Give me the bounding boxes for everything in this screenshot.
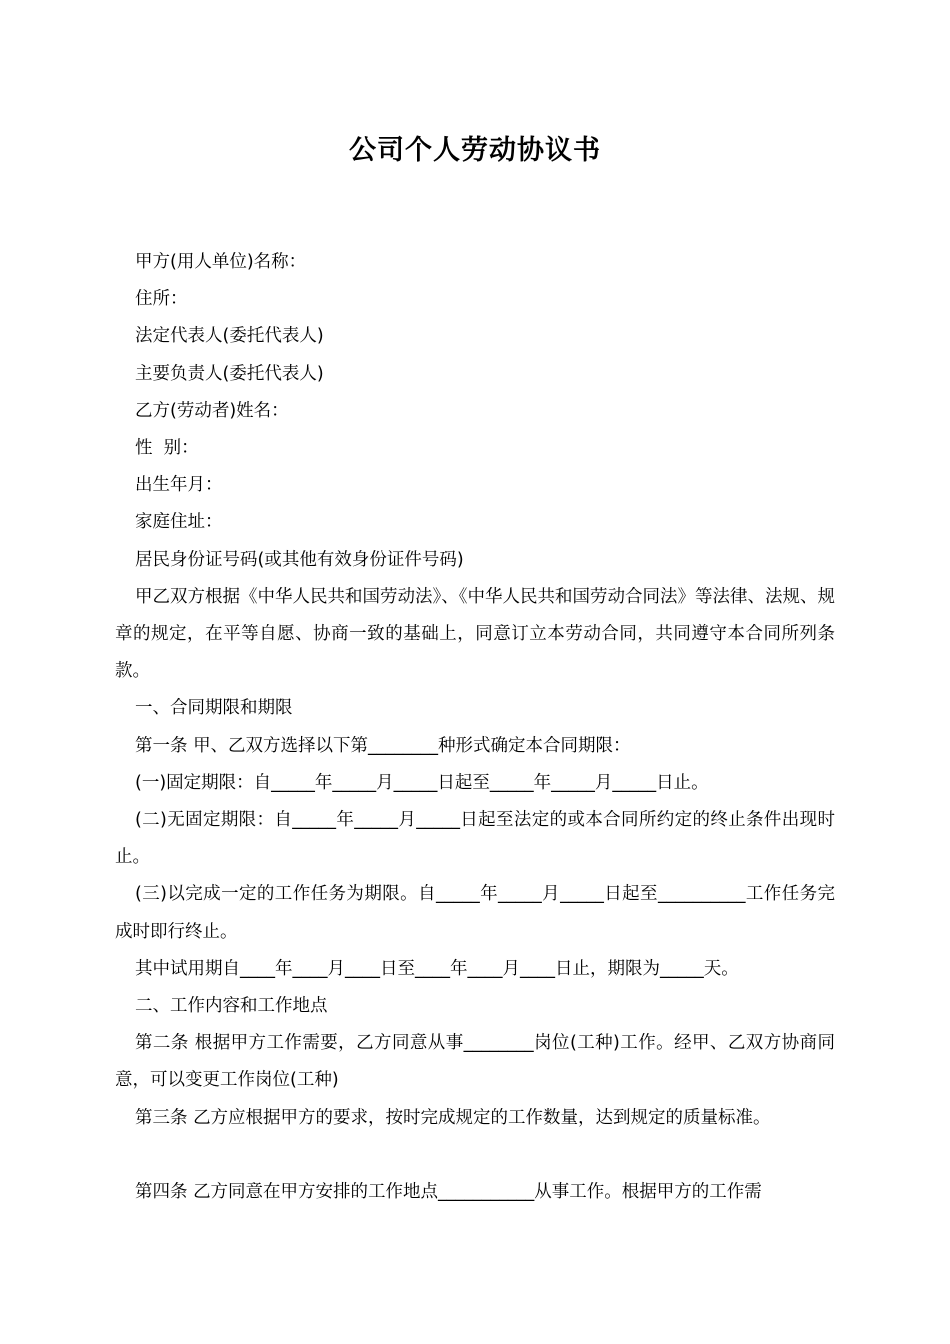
article-2: 第二条 根据甲方工作需要，乙方同意从事________岗位(工种)工作。经甲、乙双方协商同意，可以变更工作岗位(工种) [115,1033,835,1091]
option-open-term: (二)无固定期限：自_____年_____月_____日起至法定的或本合同所约定的终止条件出现时止。 [115,810,835,868]
article-3: 第三条 乙方应根据甲方的要求，按时完成规定的工作数量，达到规定的质量标准。 [135,1107,771,1128]
legal-representative-line: 法定代表人(委托代表人) [135,326,324,347]
home-address-line: 家庭住址： [135,512,223,533]
article-1: 第一条 甲、乙双方选择以下第________种形式确定本合同期限： [135,735,631,756]
party-a-name-line: 甲方(用人单位)名称： [135,252,307,272]
article-4: 第四条 乙方同意在甲方安排的工作地点___________从事工作。根据甲方的工作需 [135,1181,762,1202]
paragraph-gap [115,1137,835,1174]
party-a-address-line: 住所： [135,289,188,310]
document-title: 公司个人劳动协议书 [349,135,601,166]
document-body [115,244,835,1211]
id-number-line: 居民身份证号码(或其他有效身份证件号码) [135,549,464,570]
principal-line: 主要负责人(委托代表人) [135,363,324,384]
section-heading-term: 一、合同期限和期限 [135,698,293,719]
party-b-name-line: 乙方(劳动者)姓名： [135,400,289,421]
gender-line: 性 别： [135,438,199,459]
birth-date-line: 出生年月： [135,475,223,496]
preamble-paragraph: 甲乙双方根据《中华人民共和国劳动法》、《中华人民共和国劳动合同法》等法律、法规、规章的规定，在平等自愿、协商一致的基础上，同意订立本劳动合同，共同遵守本合同所列条款。 [115,586,835,682]
option-fixed-term: (一)固定期限：自_____年_____月_____日起至_____年_____月_____日止。 [135,772,709,793]
option-task-term: (三)以完成一定的工作任务为期限。自_____年_____月_____日起至__________工作任务完成时即行终止。 [115,884,835,942]
section-heading-work: 二、工作内容和工作地点 [135,996,328,1017]
probation-line: 其中试用期自____年____月____日至____年____月____日止，期限为_____天。 [135,958,739,979]
